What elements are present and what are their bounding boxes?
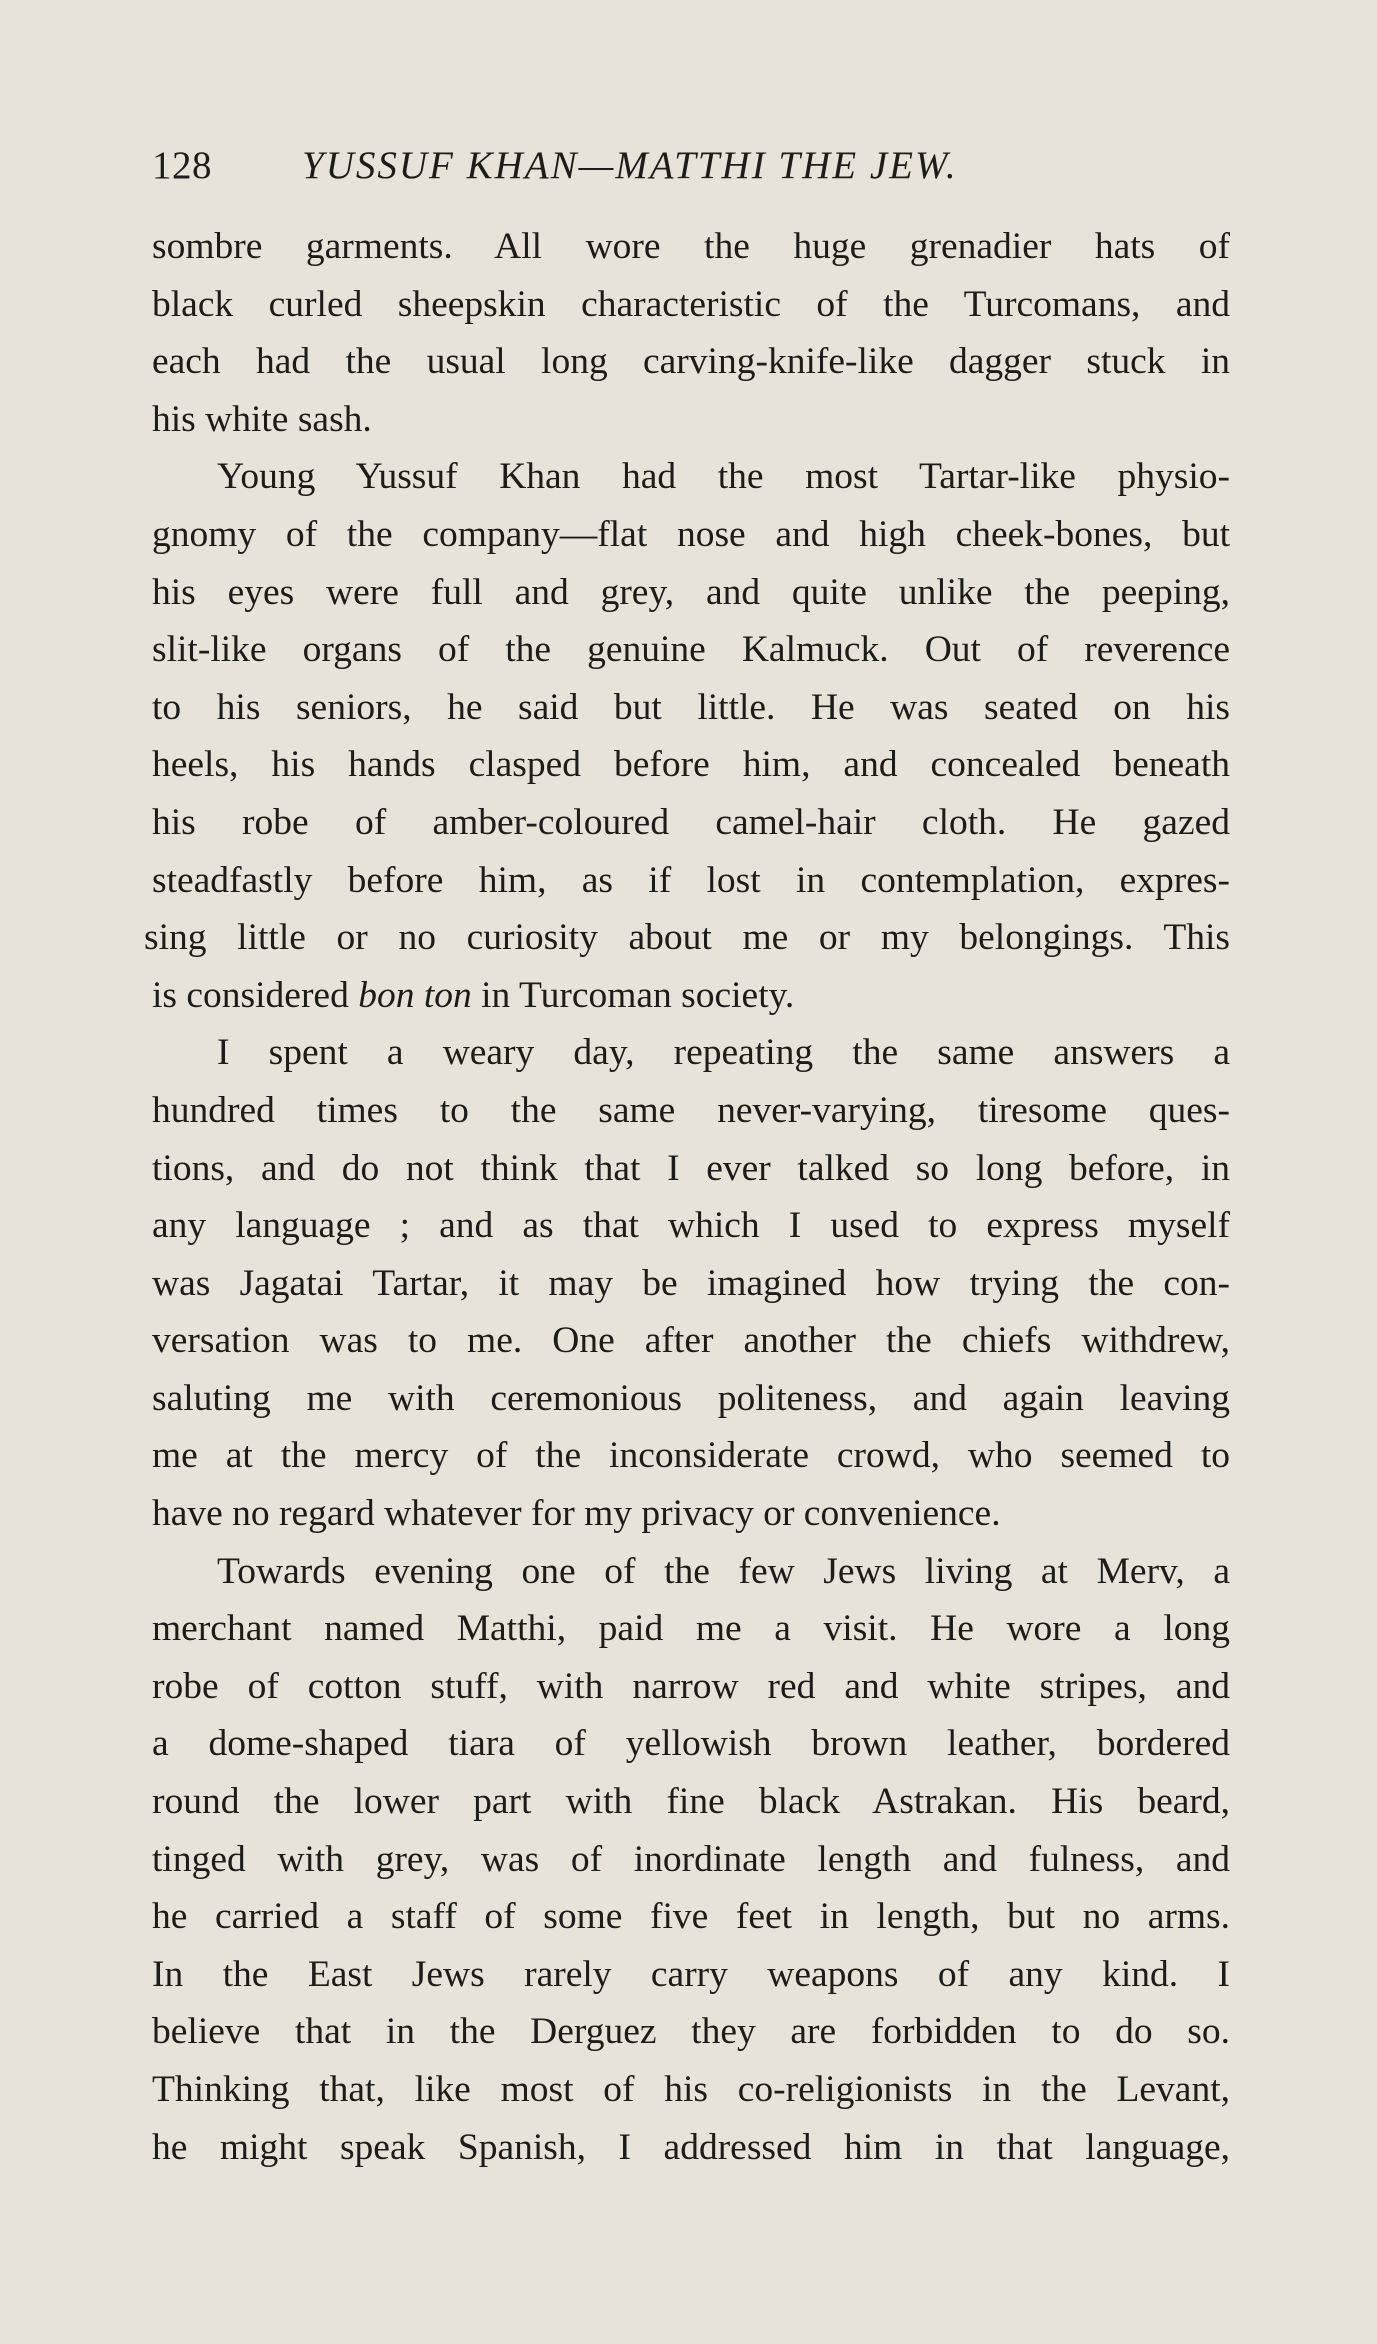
running-title: YUSSUF KHAN—MATTHI THE JEW. (302, 144, 958, 187)
text-line: he carried a staff of some five feet in length, but no arms. (152, 1896, 1230, 1938)
text-line: his eyes were full and grey, and quite unlike the peeping, (152, 571, 1230, 613)
text-line: robe of cotton stuff, with narrow red and white stripes, and (152, 1665, 1230, 1707)
text-line: Thinking that, like most of his co-religionists in the Levant, (152, 2069, 1230, 2110)
text-line: round the lower part with fine black Astrakan. His beard, (152, 1781, 1230, 1823)
text-run: is considered (152, 974, 359, 1016)
text-line: his robe of amber-coloured camel-hair cloth. He gazed (152, 801, 1230, 843)
italic-phrase: bon ton (358, 974, 472, 1016)
text-line: black curled sheepskin characteristic of the Turcomans, and (152, 283, 1230, 325)
text-line: hundred times to the same never-varying, tiresome ques- (152, 1089, 1230, 1131)
text-line (152, 967, 1230, 1025)
text-line: a dome-shaped tiara of yellowish brown leather, bordered (152, 1723, 1230, 1765)
text-line: me at the mercy of the inconsiderate crowd, who seemed to (152, 1435, 1230, 1477)
text-line: versation was to me. One after another the chiefs withdrew, (152, 1320, 1230, 1362)
text-run: in Turcoman society. (471, 974, 795, 1016)
text-line: believe that in the Derguez they are forbidden to do so. (152, 2011, 1230, 2053)
text-line: In the East Jews rarely carry weapons of any kind. I (152, 1953, 1230, 1995)
running-head (152, 136, 1232, 196)
text-line: saluting me with ceremonious politeness, and again leaving (152, 1377, 1230, 1419)
page-number: 128 (152, 144, 212, 187)
text-line: steadfastly before him, as if lost in contemplation, expres- (152, 859, 1230, 901)
text-line: Towards evening one of the few Jews living at Merv, a (217, 1550, 1230, 1592)
text-line: was Jagatai Tartar, it may be imagined how trying the con- (152, 1262, 1230, 1304)
text-line: tions, and do not think that I ever talked so long before, in (152, 1147, 1230, 1189)
text-line: have no regard whatever for my privacy or convenience. (152, 1493, 1001, 1535)
text-line: tinged with grey, was of inordinate length and fulness, and (152, 1838, 1230, 1880)
text-line: his white sash. (152, 398, 372, 440)
text-line: to his seniors, he said but little. He was seated on his (152, 686, 1230, 728)
text-line: any language ; and as that which I used to express myself (152, 1205, 1230, 1247)
text-line: sombre garments. All wore the huge grenadier hats of (152, 226, 1230, 267)
body-text (144, 218, 1230, 2176)
text-line: Young Yussuf Khan had the most Tartar-like physio- (217, 456, 1230, 498)
text-line: each had the usual long carving-knife-like dagger stuck in (152, 341, 1230, 383)
text-line: I spent a weary day, repeating the same answers a (217, 1032, 1230, 1074)
text-line: heels, his hands clasped before him, and concealed beneath (152, 744, 1230, 786)
text-line: he might speak Spanish, I addressed him in that language, (152, 2126, 1230, 2168)
text-line: sing little or no curiosity about me or my belongings. This (144, 917, 1230, 959)
text-line: gnomy of the company—flat nose and high cheek-bones, but (152, 513, 1230, 555)
text-line: slit-like organs of the genuine Kalmuck. Out of reverence (152, 629, 1230, 671)
text-line: merchant named Matthi, paid me a visit. He wore a long (152, 1608, 1230, 1650)
